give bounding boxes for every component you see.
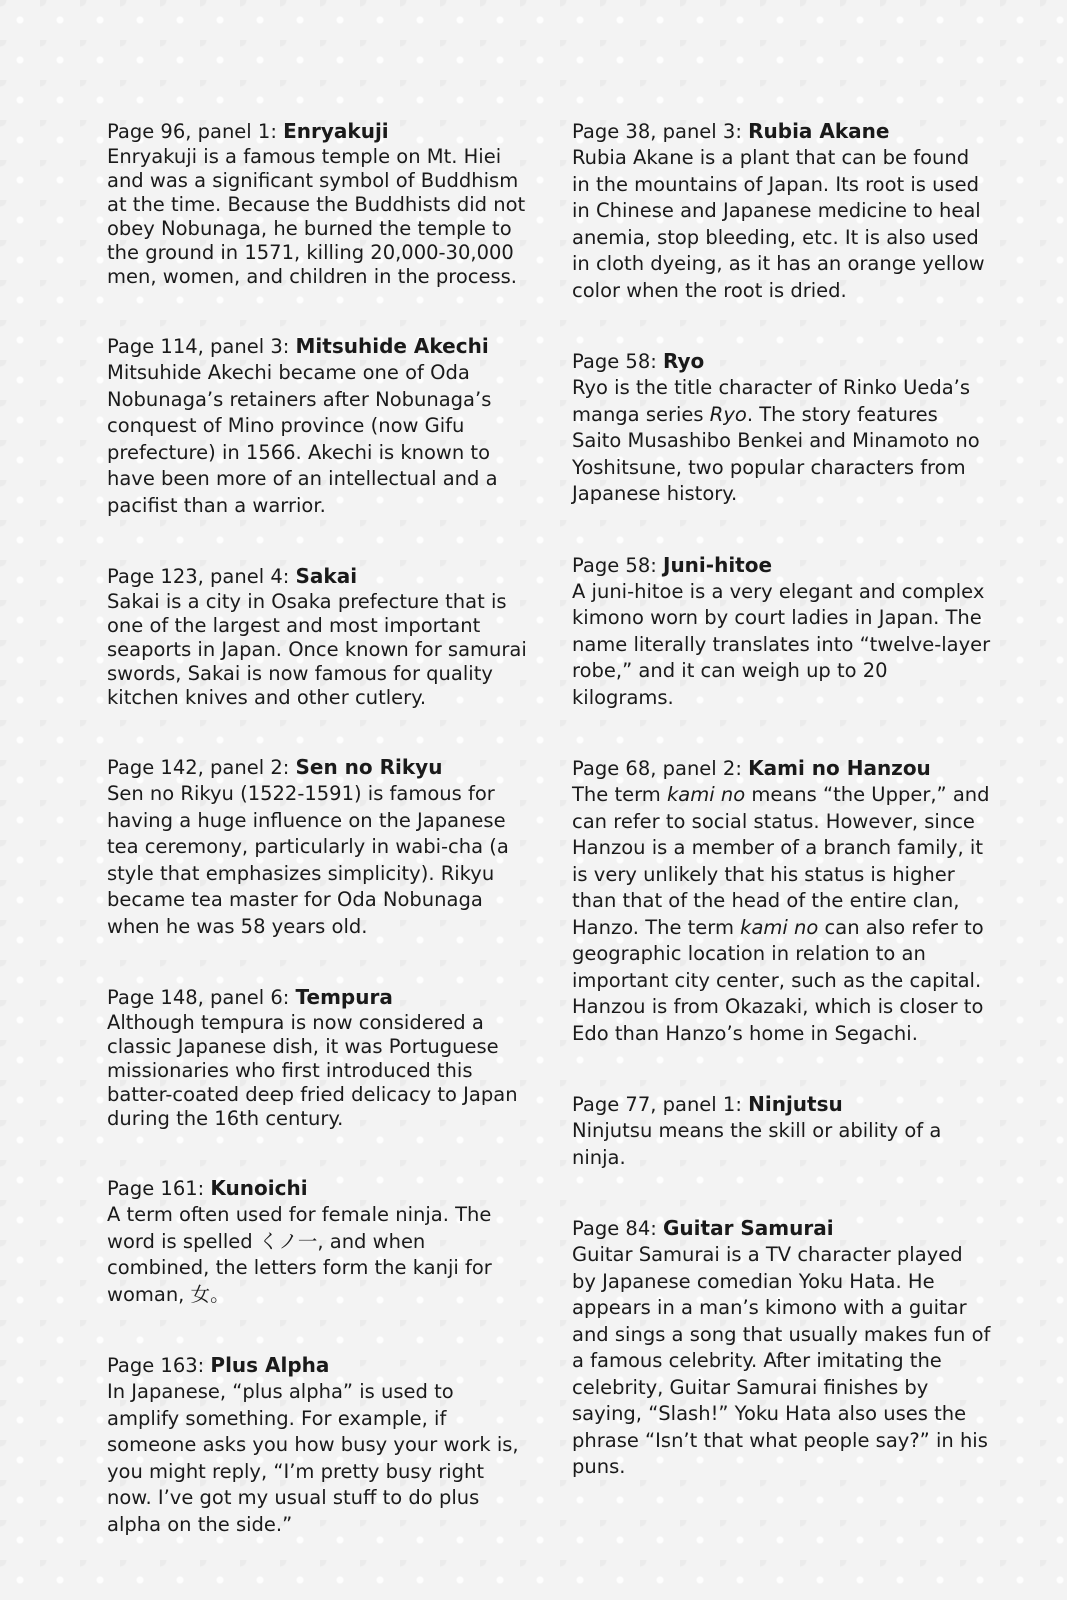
page-ref: Page 77, panel 1:: [572, 1093, 742, 1116]
note-term: Juni-hitoe: [663, 552, 773, 577]
note-mitsuhide-akechi: [107, 333, 527, 519]
note-term: Sen no Rikyu: [295, 755, 443, 779]
note-body: [572, 782, 992, 1047]
note-body: Guitar Samurai is a TV character played by Japanese comedian Yoku Hata. He appears in a man’s kimono with a guitar and sings a song that usually makes fun of a famous celebrity. After imitating the celebrity, Guitar Samurai finishes by saying, “Slash!” Yoku Hata also uses the phrase “Isn’t that what people say?” in his puns.: [572, 1243, 991, 1478]
note-tempura: [107, 984, 527, 1131]
note-body: Sakai is a city in Osaka prefecture that is one of the largest and most important seaports in Japan. Once known for samurai swords, Sakai is now famous for quality kitchen knives and other cutlery.: [107, 590, 527, 709]
italic-term: kami no: [666, 783, 746, 806]
note-heading: [572, 118, 992, 145]
page-ref: Page 38, panel 3:: [572, 120, 742, 143]
note-term: Mitsuhide Akechi: [295, 334, 489, 358]
note-term: Plus Alpha: [210, 1353, 330, 1377]
page-ref: Page 123, panel 4:: [107, 565, 290, 588]
page-ref: Page 161:: [107, 1177, 205, 1200]
page-ref: Page 96, panel 1:: [107, 120, 277, 143]
note-heading: [572, 552, 992, 579]
note-term: Guitar Samurai: [663, 1216, 834, 1240]
note-kami-no-hanzou: [572, 755, 992, 1047]
note-body-text: Ryo is the title character of Rinko Ueda’s manga series: [572, 376, 971, 426]
note-heading: [107, 1352, 527, 1379]
note-heading: [572, 348, 992, 375]
page-ref: Page 58:: [572, 553, 657, 577]
note-rubia-akane: [572, 118, 992, 304]
note-heading: [107, 118, 527, 145]
note-heading: [107, 563, 527, 590]
note-body-text: . The story features Saito Musashibo Benkei and Minamoto no Yoshitsune, two popular characters from Japanese history.: [572, 402, 980, 505]
note-body: Enryakuji is a famous temple on Mt. Hiei and was a significant symbol of Buddhism at the time. Because the Buddhists did not obey Nobunaga, he burned the temple to the ground in 1571, killing 20,000-30,000 men, women, and children in the process.: [107, 145, 526, 288]
note-juni-hitoe: [572, 552, 992, 712]
note-ninjutsu: [572, 1091, 992, 1171]
page-ref: Page 114, panel 3:: [107, 335, 290, 358]
note-term: Kunoichi: [210, 1176, 308, 1200]
italic-term: kami no: [740, 915, 819, 939]
note-body: A term often used for female ninja. The word is spelled くノ一, and when combined, the letters form the kanji for woman, 女。: [107, 1203, 492, 1306]
note-body-text: means “the Upper,” and can refer to social status. However, since Hanzou is a member of a branch family, it is very unlikely that his status is higher than that of the head of the entire clan, Hanzo. The term: [572, 783, 990, 939]
note-body: Mitsuhide Akechi became one of Oda Nobunaga’s retainers after Nobunaga’s conquest of Mino province (now Gifu prefecture) in 1566. Akechi is known to have been more of an intellectual and a pacifist than a warrior.: [107, 361, 498, 517]
note-heading: [107, 984, 527, 1011]
note-body: Although tempura is now considered a classic Japanese dish, it was Portuguese missionaries who first introduced this batter-coated deep fried delicacy to Japan during the 16th century.: [107, 1011, 518, 1130]
page-ref: Page 84:: [572, 1217, 657, 1240]
note-body: Ninjutsu means the skill or ability of a ninja.: [572, 1119, 942, 1169]
note-heading: [107, 754, 527, 781]
note-term: Tempura: [295, 985, 393, 1009]
note-sen-no-rikyu: [107, 754, 527, 940]
right-column: [572, 118, 992, 1481]
note-body: In Japanese, “plus alpha” is used to amplify something. For example, if someone asks you how busy your work is, you might reply, “I’m pretty busy right now. I’ve got my usual stuff to do plus alpha on the side.”: [107, 1380, 519, 1536]
note-heading: [572, 755, 992, 782]
note-body: [572, 375, 992, 508]
note-term: Rubia Akane: [748, 119, 890, 143]
page-ref: Page 68, panel 2:: [572, 757, 742, 780]
note-body: Rubia Akane is a plant that can be found in the mountains of Japan. Its root is used in Chinese and Japanese medicine to heal anemia, stop bleeding, etc. It is also used in cloth dyeing, as it has an orange yellow color when the root is dried.: [572, 146, 985, 302]
page-ref: Page 58:: [572, 350, 657, 373]
page-ref: Page 148, panel 6:: [107, 986, 290, 1009]
note-enryakuji: [107, 118, 527, 289]
note-heading: [107, 333, 527, 360]
note-body: Sen no Rikyu (1522-1591) is famous for having a huge influence on the Japanese tea ceremony, particularly in wabi-cha (a style that emphasizes simplicity). Rikyu became tea master for Oda Nobunaga when he was 58 years old.: [107, 782, 509, 938]
page-ref: Page 142, panel 2:: [107, 756, 290, 779]
note-kunoichi: [107, 1175, 527, 1308]
note-guitar-samurai: [572, 1215, 992, 1481]
left-column: [107, 118, 527, 1538]
note-heading: [572, 1215, 992, 1242]
note-term: Ryo: [663, 349, 705, 373]
note-plus-alpha: [107, 1352, 527, 1538]
note-heading: [107, 1175, 527, 1202]
note-heading: [572, 1091, 992, 1118]
note-ryo: [572, 348, 992, 508]
note-term: Enryakuji: [283, 119, 389, 143]
note-body-text: can also refer to geographic location in relation to an important city center, such as the capital. Hanzou is from Okazaki, which is closer to Edo than Hanzo’s home in Segachi.: [572, 915, 984, 1045]
note-term: Sakai: [295, 564, 358, 588]
manga-title: Ryo: [709, 402, 747, 426]
note-body-text: The term: [572, 783, 667, 806]
note-sakai: [107, 563, 527, 710]
note-body: A juni-hitoe is a very elegant and complex kimono worn by court ladies in Japan. The name literally translates into “twelve-layer robe,” and it can weigh up to 20 kilograms.: [572, 579, 991, 709]
note-term: Ninjutsu: [748, 1092, 843, 1116]
page-ref: Page 163:: [107, 1354, 205, 1377]
note-term: Kami no Hanzou: [748, 756, 931, 780]
